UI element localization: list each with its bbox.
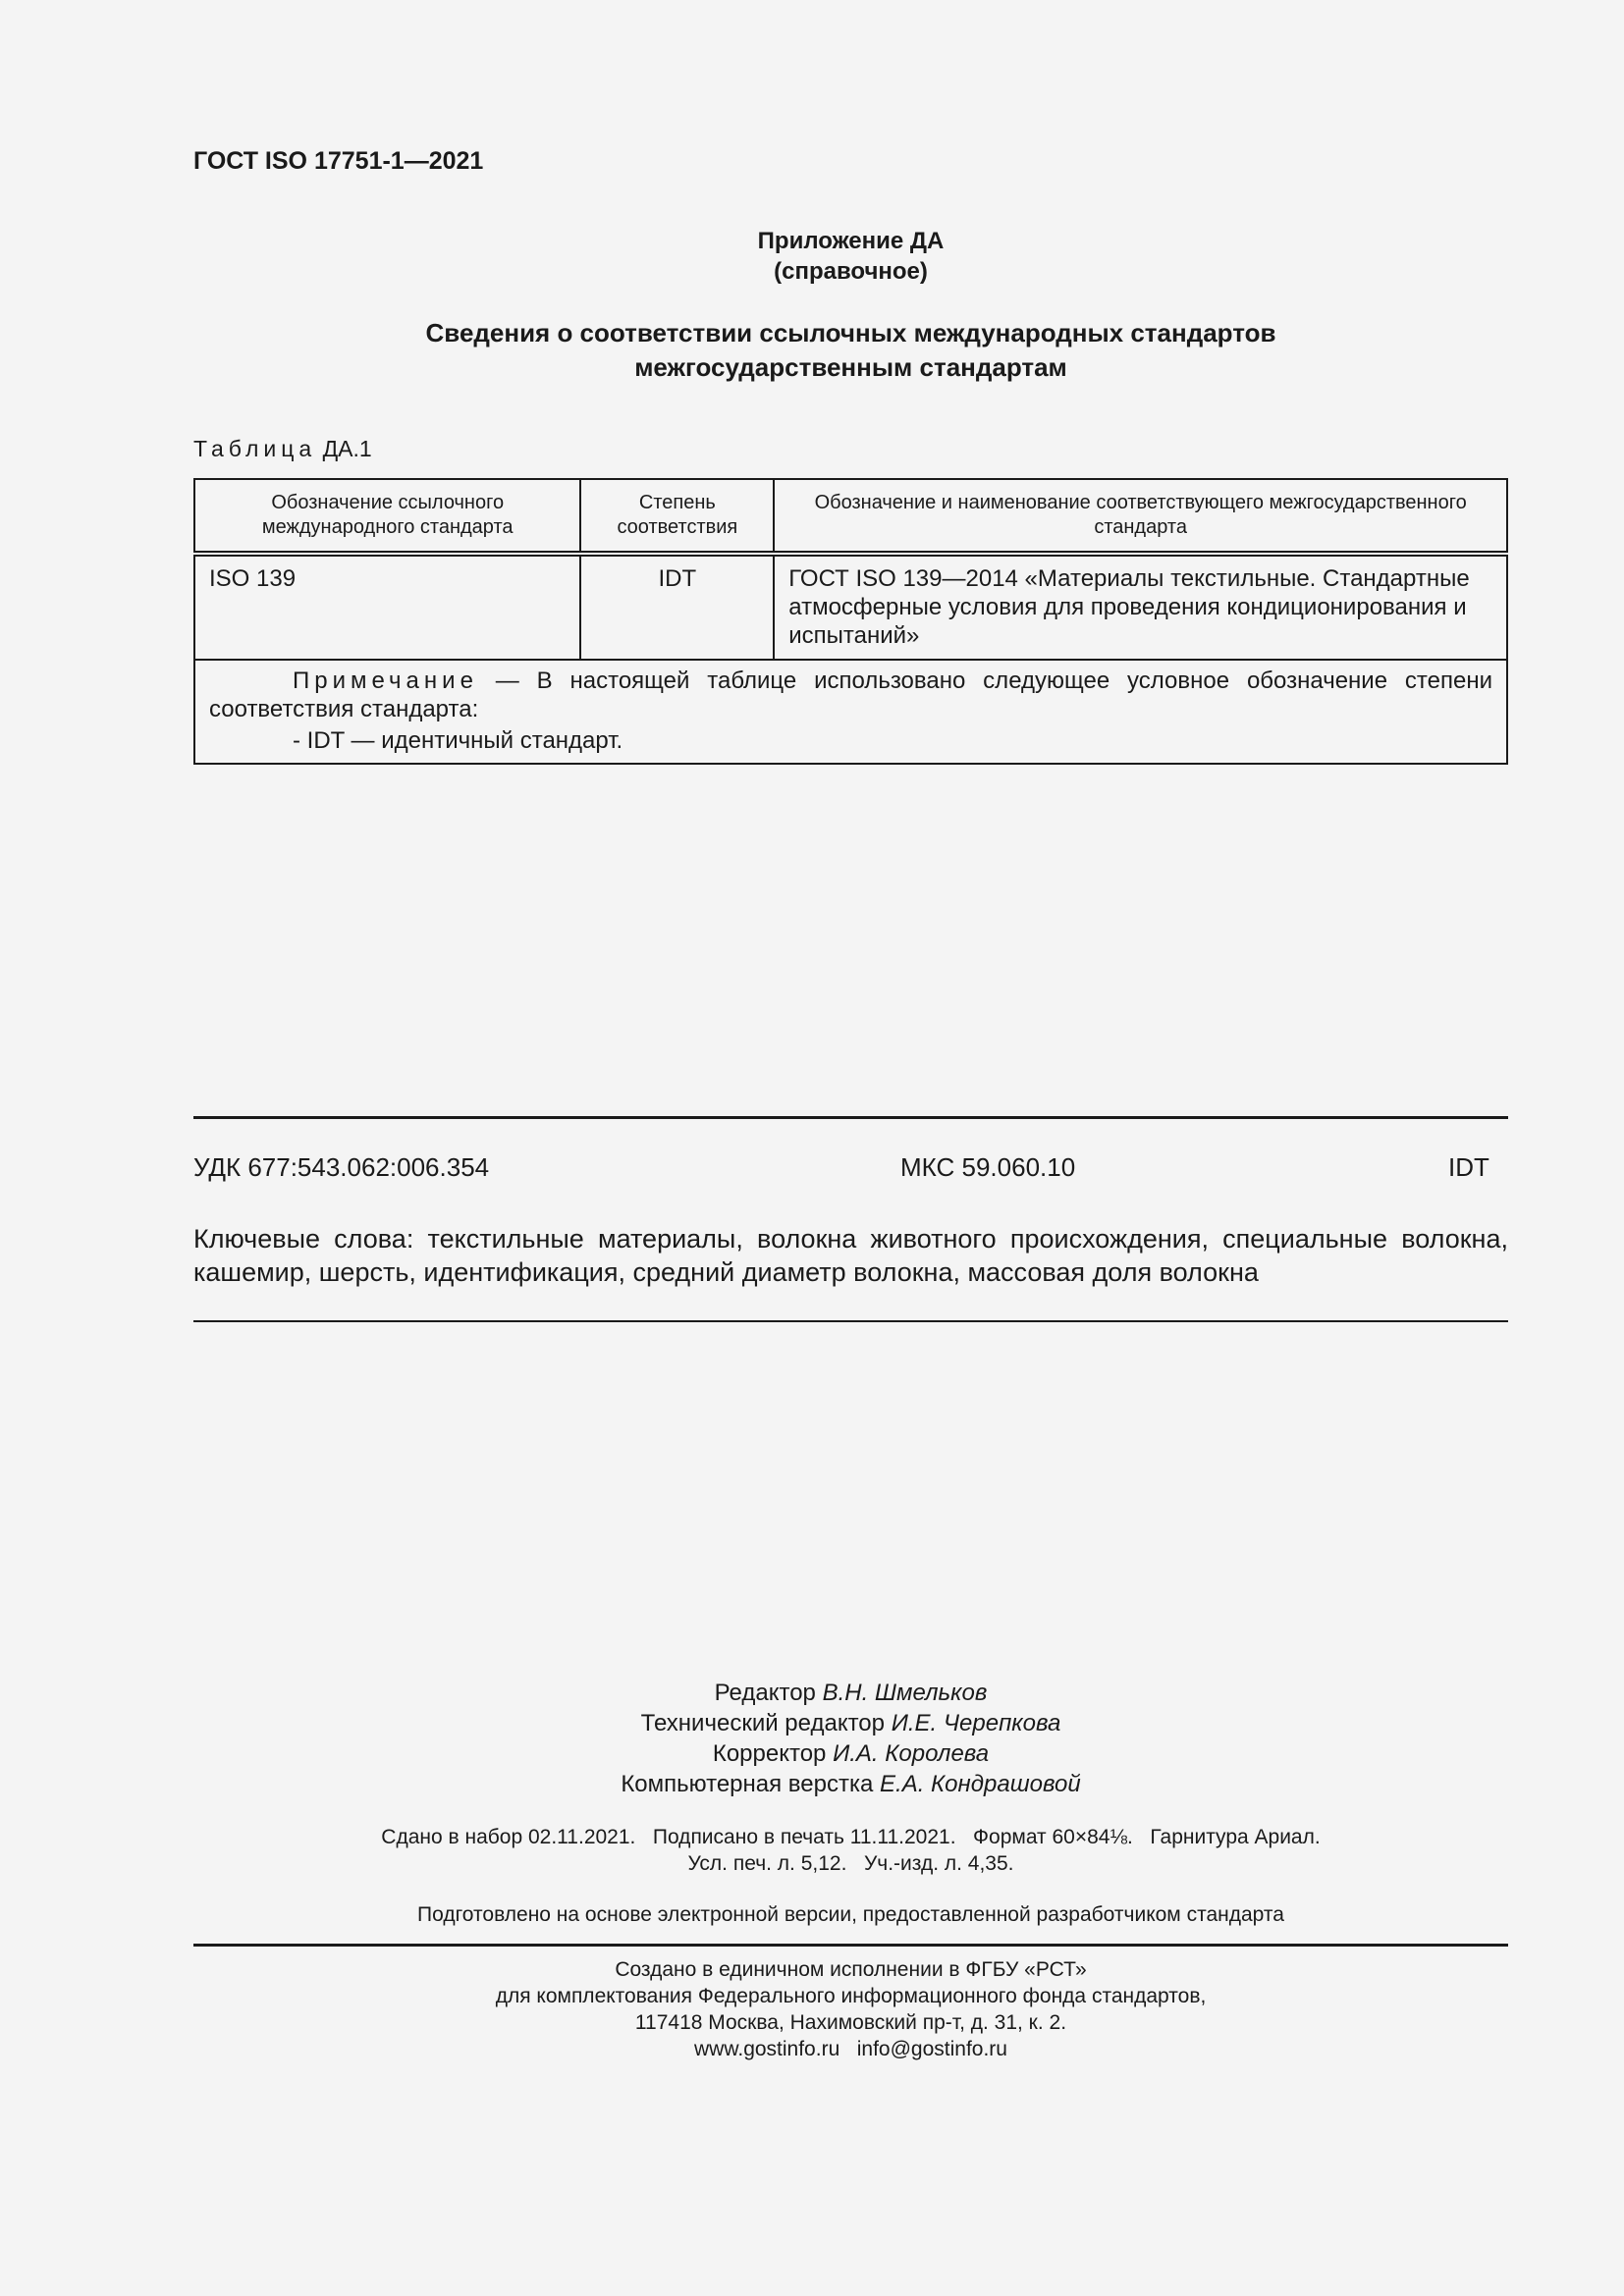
annex-heading [193,316,1508,385]
publisher-footer [193,1956,1508,2062]
credit-label: Корректор [712,1740,827,1767]
table-note-row [194,660,1507,764]
credit-tech-editor [193,1708,1508,1738]
table-caption-number: ДА.1 [322,436,372,461]
note-head: Примечание [293,667,478,694]
table-header-row [194,479,1507,554]
document-code: ГОСТ ISO 17751-1—2021 [193,147,484,175]
credits-block [193,1678,1508,1799]
column-header-degree: Степень соответствия [580,479,774,554]
credit-editor [193,1678,1508,1708]
table-caption-word: Таблица [193,436,317,461]
annex-title-block [193,226,1508,287]
divider-bottom [193,1944,1508,1947]
divider-top [193,1116,1508,1119]
credit-layout [193,1769,1508,1799]
credit-name: И.Е. Черепкова [891,1710,1061,1736]
credit-name: Е.А. Кондрашовой [880,1771,1081,1797]
print-info [193,1824,1508,1877]
column-header-interstate: Обозначение и наименование соответствующего межгосударственного стандарта [774,479,1507,554]
cell-international-standard: ISO 139 [194,554,580,660]
cell-interstate-standard: ГОСТ ISO 139—2014 «Материалы текстильные. Стандартные атмосферные условия для проведения кондиционирования и испытаний» [774,554,1507,660]
divider-middle [193,1320,1508,1322]
cell-degree: IDT [580,554,774,660]
keywords: Ключевые слова: текстильные материалы, волокна животного происхождения, специальные волокна, кашемир, шерсть, идентификация, средний диаметр волокна, массовая доля волокна [193,1224,1508,1287]
table-note [194,660,1507,764]
annex-subtitle: (справочное) [774,258,928,285]
print-info-line2: Усл. печ. л. 5,12. Уч.-изд. л. 4,35. [687,1852,1014,1875]
credit-name: В.Н. Шмельков [822,1680,988,1706]
footer-line3: 117418 Москва, Нахимовский пр-т, д. 31, к. 2. [634,2011,1067,2034]
mks-code: МКС 59.060.10 [900,1152,1076,1182]
column-header-international: Обозначение ссылочного международного стандарта [194,479,580,554]
prepared-note: Подготовлено на основе электронной версии, предоставленной разработчиком стандарта [417,1903,1284,1926]
footer-contacts: www.gostinfo.ru info@gostinfo.ru [694,2038,1007,2060]
footer-line2: для комплектования Федерального информационного фонда стандартов, [495,1985,1207,2007]
credit-label: Компьютерная верстка [621,1771,874,1797]
credit-label: Редактор [714,1680,816,1706]
note-item: - IDT — идентичный стандарт. [293,727,623,754]
annex-heading-line2: межгосударственным стандартам [634,352,1067,382]
note-body: — В настоящей таблице использовано следующее условное обозначение степени соответствия стандарта: [209,667,1492,722]
credit-label: Технический редактор [640,1710,886,1736]
correspondence-table [193,478,1508,765]
note-text [209,667,1492,723]
credit-name: И.А. Королева [833,1740,990,1767]
table-caption [193,436,372,462]
degree-code: IDT [1448,1152,1489,1182]
credit-proofreader [193,1738,1508,1769]
annex-heading-line1: Сведения о соответствии ссылочных международных стандартов [425,318,1276,347]
table-row [194,554,1507,660]
print-info-line1: Сдано в набор 02.11.2021. Подписано в печать 11.11.2021. Формат 60×84⅛. Гарнитура Ариал. [381,1826,1321,1848]
annex-title: Приложение ДА [757,228,945,254]
footer-line1: Создано в единичном исполнении в ФГБУ «РСТ» [615,1958,1087,1981]
udk-code: УДК 677:543.062:006.354 [193,1152,490,1182]
